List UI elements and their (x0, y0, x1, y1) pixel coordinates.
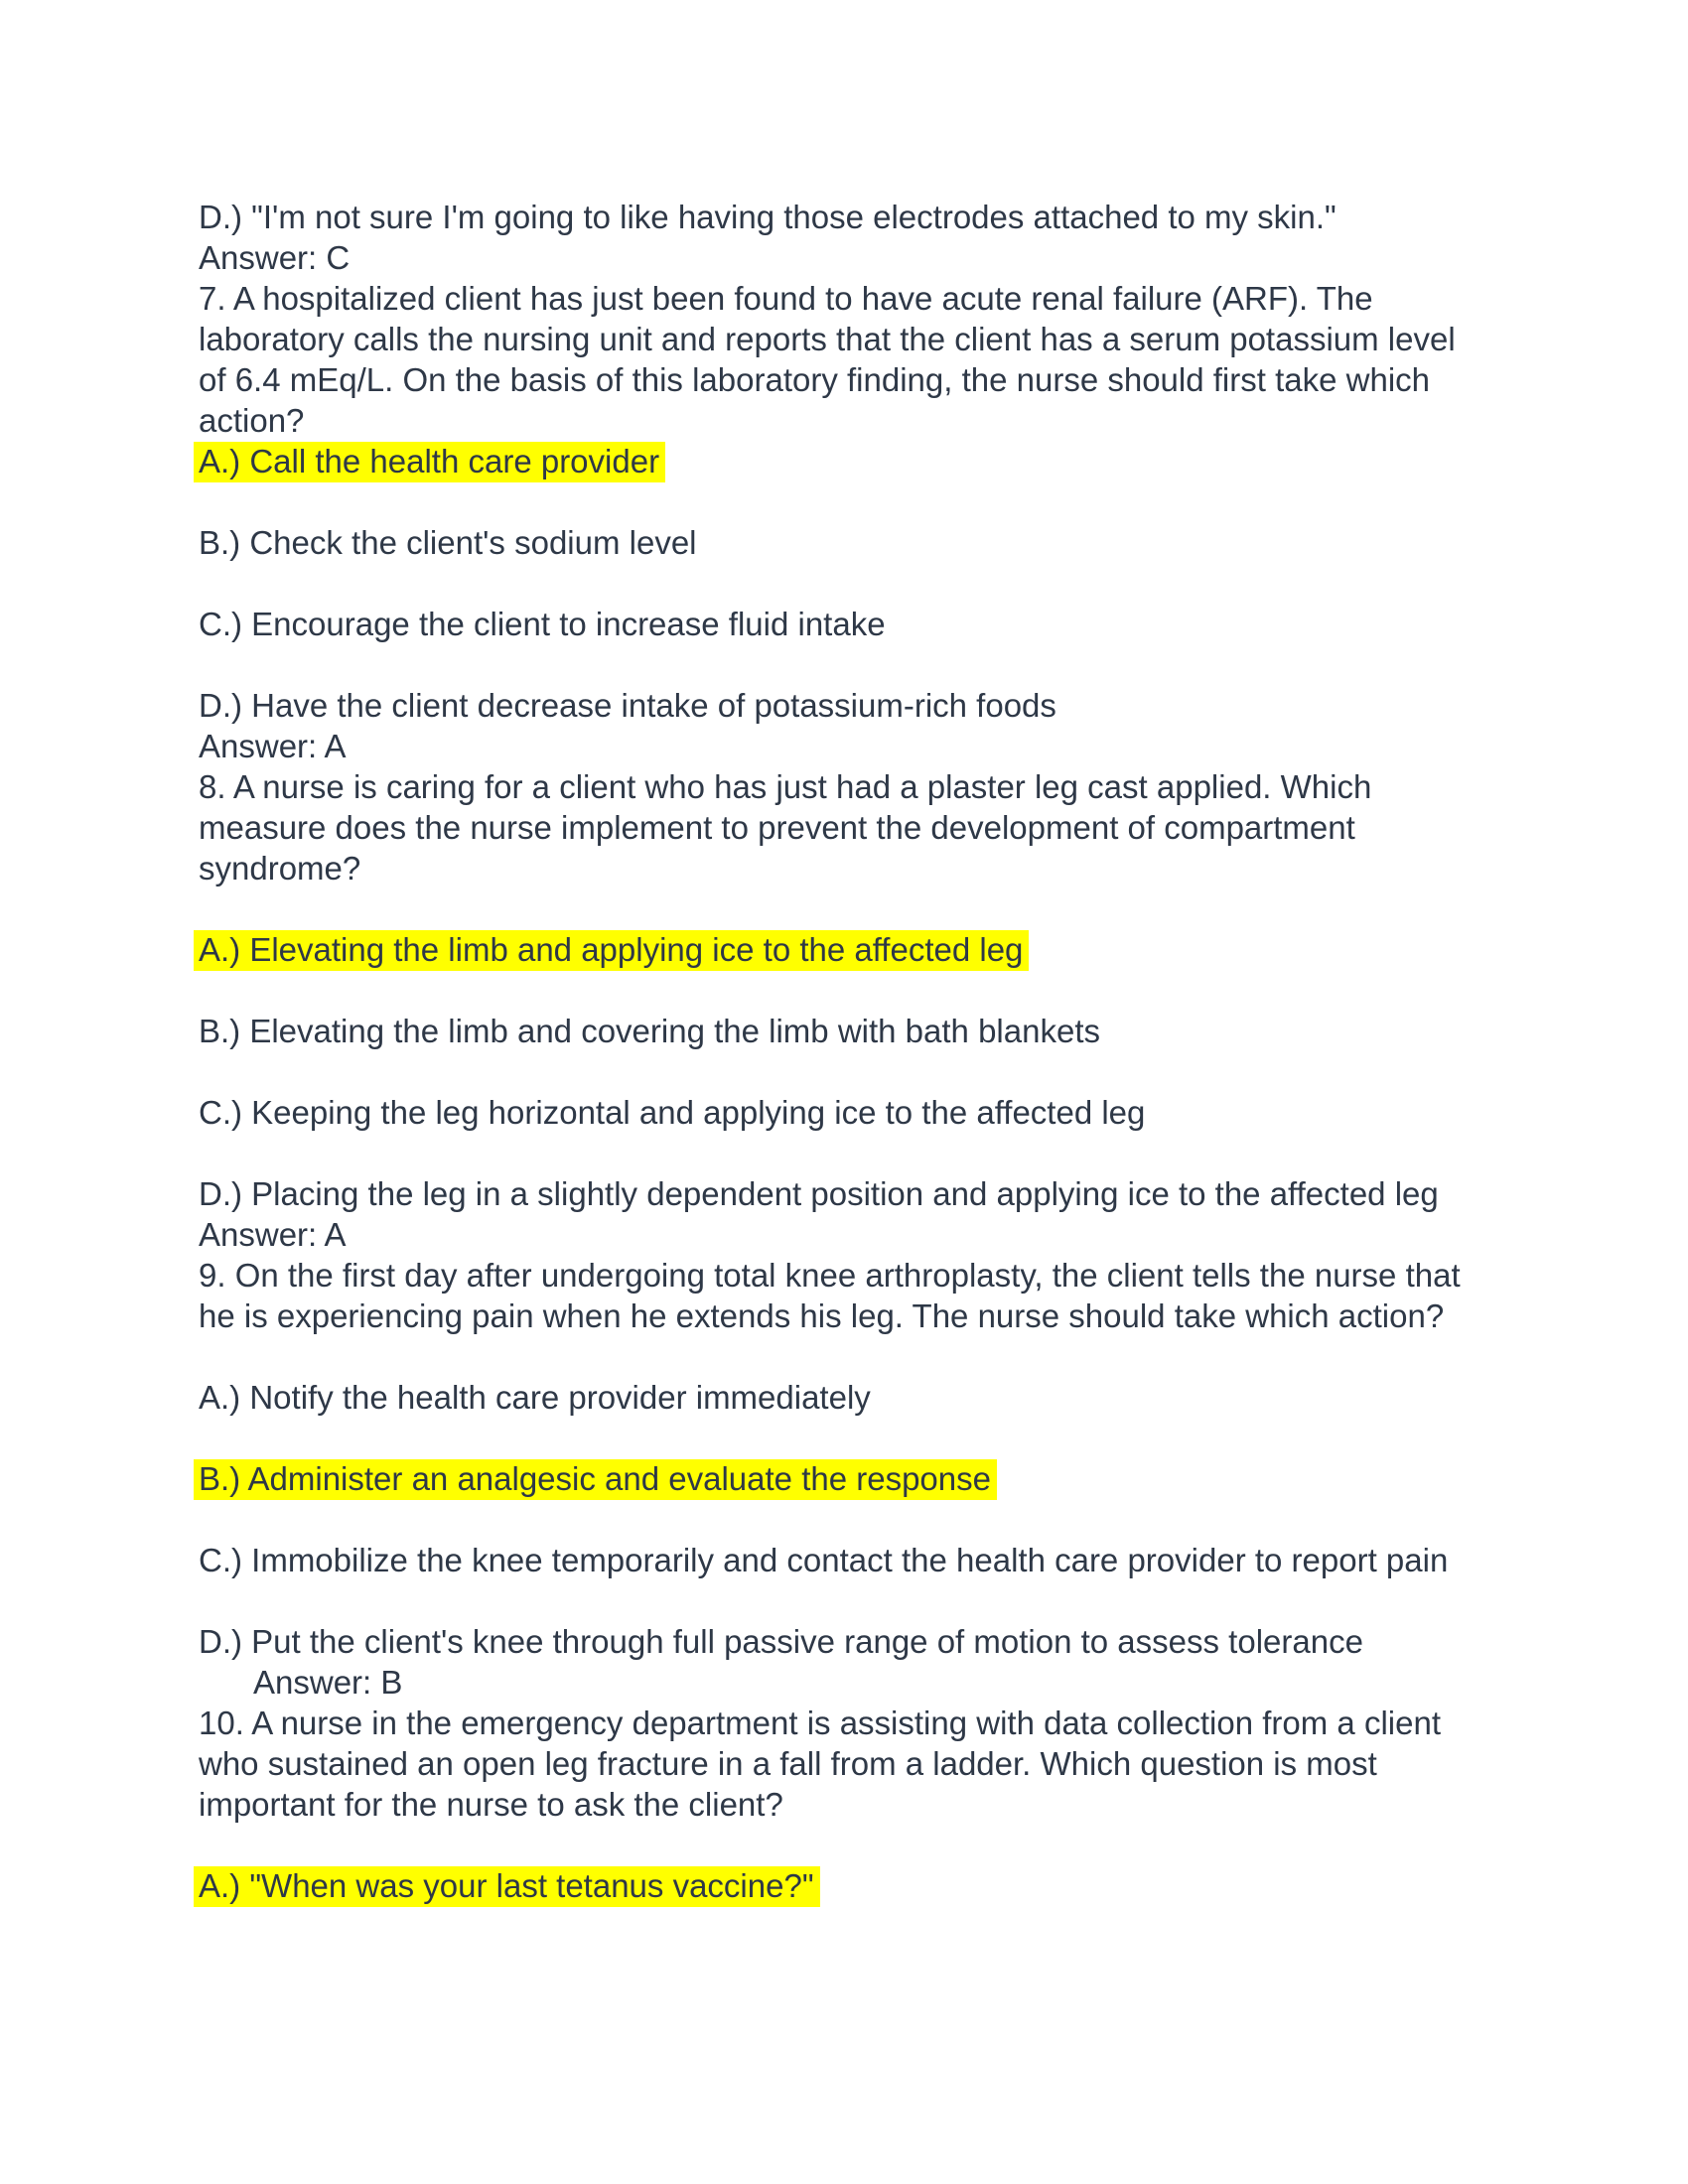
line-text: D.) "I'm not sure I'm going to like having those electrodes attached to my skin." (199, 199, 1336, 235)
line-text: A.) "When was your last tetanus vaccine?" (194, 1866, 820, 1907)
line-text: Answer: B (253, 1664, 403, 1701)
blank-line (199, 1133, 1559, 1173)
blank-line (199, 1580, 1559, 1621)
text-line (199, 1621, 1559, 1662)
blank-line (199, 481, 1559, 522)
highlighted-option-line (199, 441, 1559, 481)
text-line (199, 766, 1559, 807)
line-text: D.) Put the client's knee through full passive range of motion to assess tolerance (199, 1623, 1363, 1660)
text-line (199, 1377, 1559, 1418)
text-line (199, 400, 1559, 441)
line-text: A.) Elevating the limb and applying ice to the affected leg (194, 930, 1029, 971)
blank-line (199, 1336, 1559, 1377)
text-line (199, 1173, 1559, 1214)
line-text: he is experiencing pain when he extends his leg. The nurse should take which action? (199, 1297, 1445, 1334)
text-line (199, 1662, 1559, 1703)
line-text: of 6.4 mEq/L. On the basis of this laboratory finding, the nurse should first take which (199, 361, 1430, 398)
line-text: Answer: A (199, 728, 347, 764)
highlighted-option-line (199, 1865, 1559, 1906)
text-line (199, 1255, 1559, 1296)
blank-line (199, 970, 1559, 1011)
line-text: 7. A hospitalized client has just been found to have acute renal failure (ARF). The (199, 280, 1373, 317)
blank-line (199, 563, 1559, 604)
text-line (199, 1214, 1559, 1255)
text-line (199, 807, 1559, 848)
blank-line (199, 1499, 1559, 1540)
text-line (199, 1011, 1559, 1051)
line-text: D.) Placing the leg in a slightly dependent position and applying ice to the affected leg (199, 1175, 1439, 1212)
text-line (199, 1296, 1559, 1336)
line-text: important for the nurse to ask the client? (199, 1786, 783, 1823)
highlighted-option-line (199, 1458, 1559, 1499)
line-text: C.) Immobilize the knee temporarily and contact the health care provider to report pain (199, 1542, 1449, 1578)
blank-line (199, 888, 1559, 929)
text-line (199, 197, 1559, 237)
line-text: syndrome? (199, 850, 361, 887)
line-text: C.) Keeping the leg horizontal and applying ice to the affected leg (199, 1094, 1146, 1131)
line-text: A.) Notify the health care provider immediately (199, 1379, 871, 1416)
text-line (199, 1743, 1559, 1784)
text-line (199, 278, 1559, 319)
line-text: laboratory calls the nursing unit and reports that the client has a serum potassium level (199, 321, 1456, 357)
text-line (199, 319, 1559, 359)
text-line (199, 522, 1559, 563)
text-line (199, 685, 1559, 726)
line-text: C.) Encourage the client to increase fluid intake (199, 606, 886, 642)
text-line (199, 359, 1559, 400)
line-text: 9. On the first day after undergoing total knee arthroplasty, the client tells the nurse that (199, 1257, 1461, 1294)
line-text: D.) Have the client decrease intake of potassium-rich foods (199, 687, 1056, 724)
text-line (199, 604, 1559, 644)
line-text: B.) Elevating the limb and covering the limb with bath blankets (199, 1013, 1100, 1049)
text-line (199, 726, 1559, 766)
line-text: B.) Check the client's sodium level (199, 524, 697, 561)
blank-line (199, 644, 1559, 685)
text-line (199, 848, 1559, 888)
text-line (199, 1703, 1559, 1743)
text-line (199, 1540, 1559, 1580)
text-line (199, 237, 1559, 278)
text-line (199, 1092, 1559, 1133)
line-text: 10. A nurse in the emergency department is assisting with data collection from a client (199, 1705, 1441, 1741)
line-text: Answer: C (199, 239, 351, 276)
line-text: Answer: A (199, 1216, 347, 1253)
line-text: A.) Call the health care provider (194, 442, 665, 482)
line-text: action? (199, 402, 305, 439)
line-text: who sustained an open leg fracture in a fall from a ladder. Which question is most (199, 1745, 1377, 1782)
blank-line (199, 1418, 1559, 1458)
blank-line (199, 1051, 1559, 1092)
line-text: B.) Administer an analgesic and evaluate the response (194, 1459, 997, 1500)
text-line (199, 1784, 1559, 1825)
blank-line (199, 1825, 1559, 1865)
highlighted-option-line (199, 929, 1559, 970)
line-text: measure does the nurse implement to prevent the development of compartment (199, 809, 1355, 846)
line-text: 8. A nurse is caring for a client who has just had a plaster leg cast applied. Which (199, 768, 1372, 805)
